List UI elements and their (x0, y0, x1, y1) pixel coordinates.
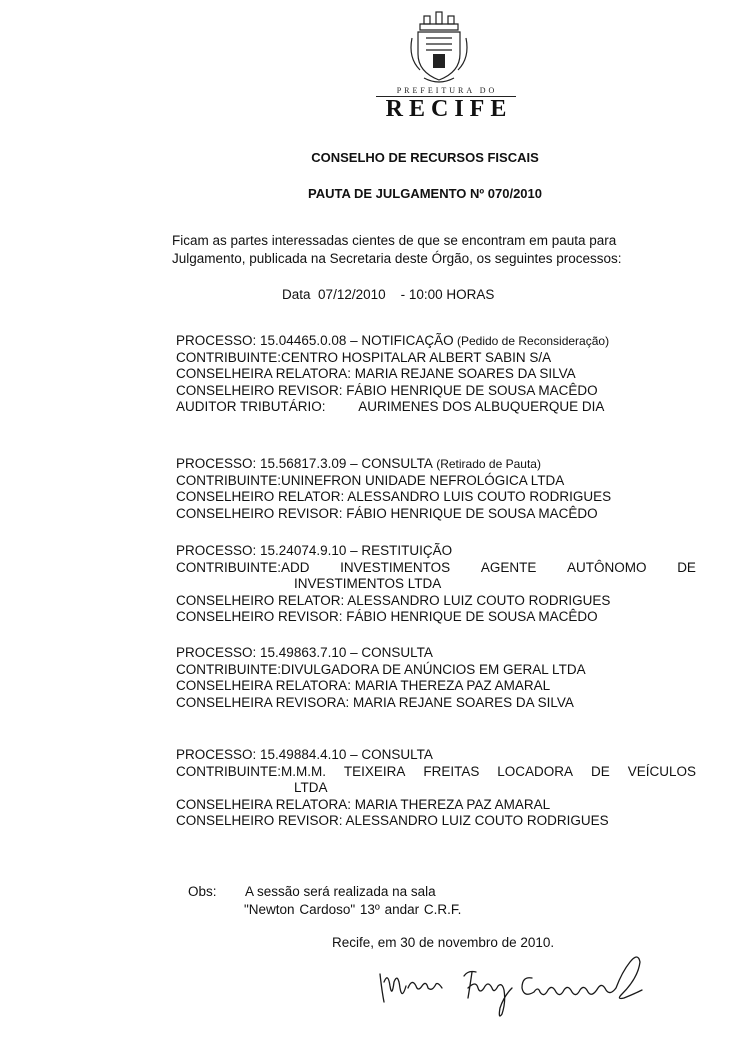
handwritten-signature (372, 942, 662, 1022)
process-number: 15.24074.9.10 – RESTITUIÇÃO (260, 543, 453, 558)
process-block-3 (176, 543, 696, 626)
process-block-2 (176, 456, 696, 522)
session-time: - 10:00 HORAS (400, 287, 495, 302)
process-label: PROCESSO: (176, 543, 261, 558)
date-label: Data (282, 287, 311, 302)
intro-line-1: Ficam as partes interessadas cientes de que se encontram em pauta para (172, 233, 617, 248)
contributor-continuation: LTDA (294, 780, 328, 795)
process-number: 15.56817.3.09 – CONSULTA (260, 456, 433, 471)
process-note: (Retirado de Pauta) (432, 457, 541, 471)
contributor-word: TEIXEIRA (343, 763, 406, 779)
process-line (176, 456, 696, 473)
obs-line-2: "Newton Cardoso" 13º andar C.R.F. (244, 902, 462, 917)
contributor-word: DE (677, 559, 696, 575)
process-line (176, 645, 696, 662)
session-date-line (282, 286, 494, 304)
process-line (176, 543, 696, 560)
auditor-name: AURIMENES DOS ALBUQUERQUE DIA (358, 399, 605, 414)
council-title: CONSELHO DE RECURSOS FISCAIS (311, 150, 539, 165)
reviewer-line: CONSELHEIRA REVISORA: MARIA REJANE SOARES DA SILVA (176, 694, 574, 710)
contributor-word: AUTÔNOMO (567, 559, 647, 575)
contributor-word: LOCADORA (497, 763, 574, 779)
letterhead-org-name: RECIFE (385, 96, 513, 122)
coat-of-arms-logo (406, 8, 472, 88)
reviewer-line: CONSELHEIRO REVISOR: ALESSANDRO LUIZ COUTO RODRIGUES (176, 813, 609, 828)
process-number: 15.49863.7.10 – CONSULTA (260, 645, 433, 660)
intro-line-2: Julgamento, publicada na Secretaria deste Órgão, os seguintes processos: (172, 251, 622, 266)
contributor-continuation: INVESTIMENTOS LTDA (294, 576, 442, 591)
obs-label: Obs: (188, 884, 217, 899)
contributor-line: CONTRIBUINTE:CENTRO HOSPITALAR ALBERT SABIN S/A (176, 349, 552, 365)
process-label: PROCESSO: (176, 456, 261, 471)
contributor-word: VEÍCULOS (627, 763, 696, 779)
contributor-word: FREITAS (423, 763, 480, 779)
contributor-word: DE (591, 763, 610, 779)
rapporteur-line: CONSELHEIRO RELATOR: ALESSANDRO LUIS COUTO RODRIGUES (176, 489, 612, 504)
process-label: PROCESSO: (176, 333, 261, 348)
pauta-title: PAUTA DE JULGAMENTO Nº 070/2010 (308, 186, 542, 201)
process-block-5 (176, 747, 696, 830)
session-date: 07/12/2010 (318, 287, 386, 302)
auditor-label: AUDITOR TRIBUTÁRIO: (176, 399, 326, 414)
rapporteur-line: CONSELHEIRA RELATORA: MARIA THEREZA PAZ AMARAL (176, 678, 551, 693)
contributor-line (176, 560, 696, 577)
contributor-line: CONTRIBUINTE:UNINEFRON UNIDADE NEFROLÓGICA LTDA (176, 472, 565, 488)
reviewer-line: CONSELHEIRO REVISOR: FÁBIO HENRIQUE DE SOUSA MACÊDO (176, 382, 598, 398)
closing-date-line: Recife, em 30 de novembro de 2010. (332, 935, 555, 950)
process-line (176, 747, 696, 764)
contributor-line (176, 764, 696, 781)
rapporteur-line: CONSELHEIRA RELATORA: MARIA THEREZA PAZ AMARAL (176, 796, 551, 812)
letterhead-org-small: PREFEITURA DO (396, 86, 498, 95)
process-number: 15.49884.4.10 – CONSULTA (260, 747, 433, 762)
process-number: 15.04465.0.08 – NOTIFICAÇÃO (260, 333, 454, 348)
process-block-4 (176, 645, 696, 711)
contributor-word: INVESTIMENTOS (340, 559, 451, 575)
process-label: PROCESSO: (176, 747, 261, 762)
rapporteur-line: CONSELHEIRO RELATOR: ALESSANDRO LUIZ COUTO RODRIGUES (176, 592, 611, 608)
reviewer-line: CONSELHEIRO REVISOR: FÁBIO HENRIQUE DE SOUSA MACÊDO (176, 505, 598, 521)
rapporteur-line: CONSELHEIRA RELATORA: MARIA REJANE SOARES DA SILVA (176, 366, 576, 381)
reviewer-line: CONSELHEIRO REVISOR: FÁBIO HENRIQUE DE SOUSA MACÊDO (176, 609, 598, 624)
contributor-line: CONTRIBUINTE:DIVULGADORA DE ANÚNCIOS EM GERAL LTDA (176, 661, 586, 677)
process-block-1 (176, 333, 696, 416)
process-label: PROCESSO: (176, 645, 261, 660)
process-line (176, 333, 696, 350)
auditor-line (176, 399, 696, 416)
contributor-word: CONTRIBUINTE:M.M.M. (176, 763, 326, 779)
contributor-word: CONTRIBUINTE:ADD (176, 559, 310, 575)
contributor-word: AGENTE (480, 559, 537, 575)
obs-line-1: A sessão será realizada na sala (245, 884, 436, 899)
process-note: (Pedido de Reconsideração) (453, 334, 610, 348)
